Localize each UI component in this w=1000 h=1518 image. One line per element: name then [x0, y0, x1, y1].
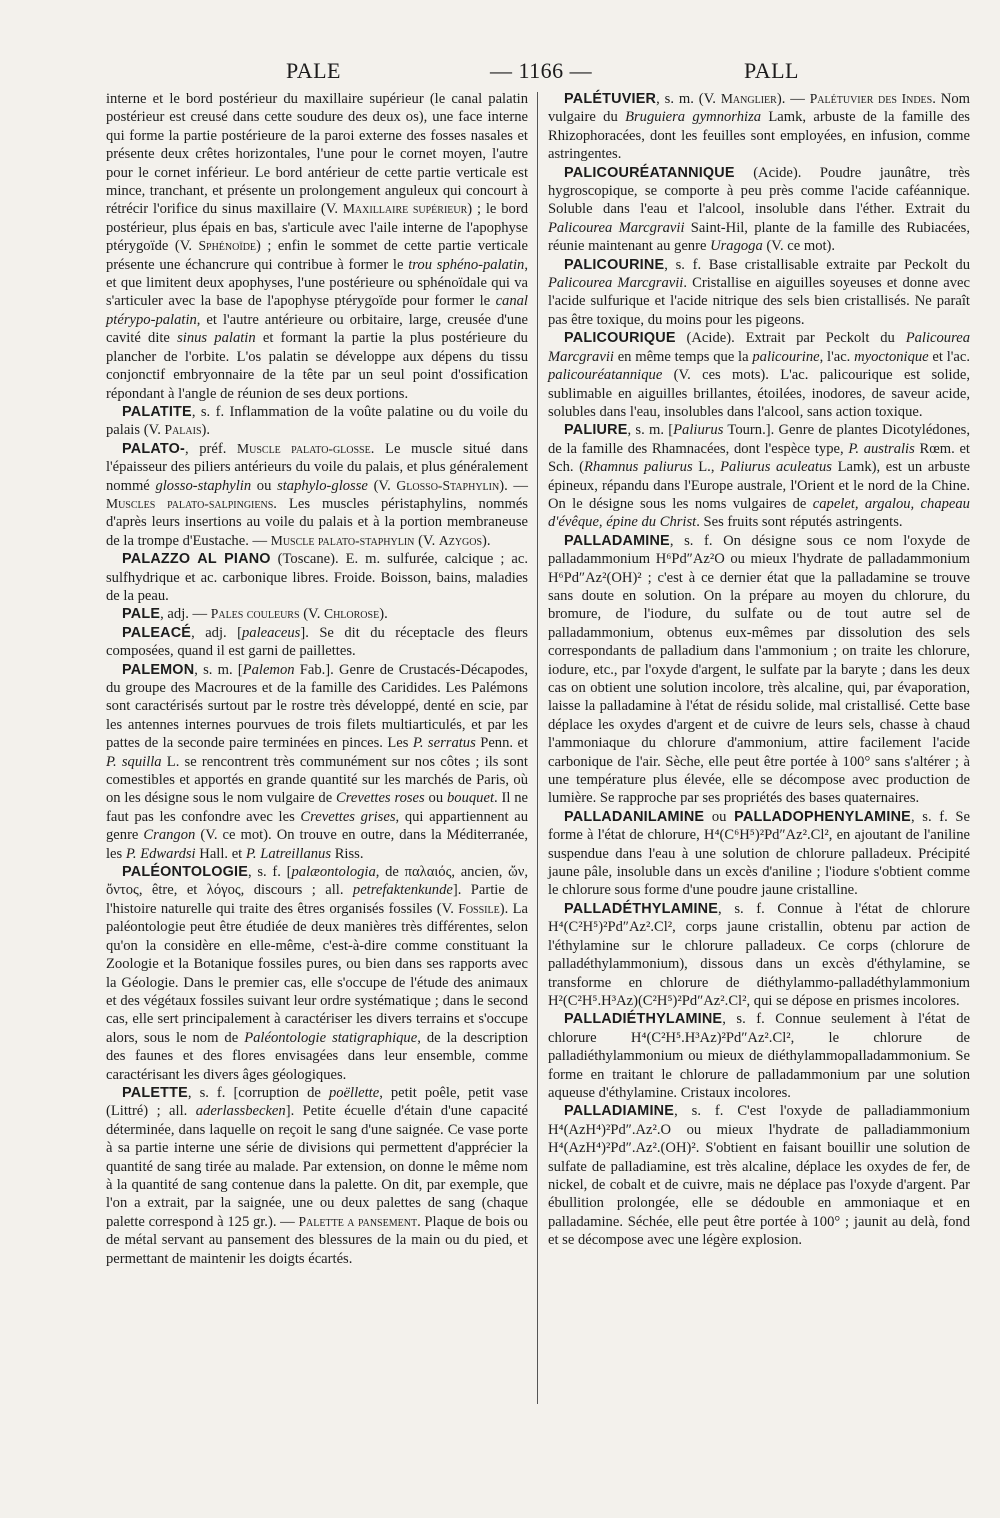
entry-headword: PALICOURIQUE	[564, 330, 676, 347]
entry-text: , de παλαιός, ancien, ὤν, ὄντος, être, et λόγος, discours ; all.	[106, 864, 528, 899]
right-column	[548, 90, 970, 1250]
entry-text: Muscle palato-staphylin	[270, 532, 415, 548]
entry-text: , et l'autre antérieure ou orbitaire, large, creusée d'une cavité dite	[106, 311, 528, 347]
entry-text: , s. f. Se forme à l'état de chlorure, H⁴(C⁶H⁵)²Pd″Az².Cl², en ajoutant de l'aniline suspendue dans l'eau à une solution de chlorure palladeux. Précipité jaune pâle, insoluble dans un excès d'aniline ; l'iodure s'obtient comme le chlorure sous forme d'une poudre jaune cristalline.	[548, 808, 971, 899]
dictionary-entry	[548, 808, 970, 900]
entry-text: (Acide). Extrait par Peckolt du	[675, 330, 906, 347]
entry-text: Palais	[164, 422, 202, 438]
dictionary-entry	[106, 605, 528, 623]
entry-text: Crangon	[143, 827, 196, 844]
entry-text: Rhamnus paliurus	[584, 459, 693, 476]
dictionary-entry	[548, 900, 970, 1010]
entry-headword: PALÉONTOLOGIE	[122, 864, 248, 881]
entry-text: , s. m. [	[194, 661, 243, 678]
entry-text: , préf.	[184, 440, 238, 457]
entry-text: (V.	[299, 606, 325, 623]
entry-text: , qui appartiennent au genre	[106, 808, 529, 844]
entry-text: . Plaque de bois ou de métal servant au pansement des blessures de la main ou du pied, et permettant de maintenir les doigts écartés.	[106, 1213, 528, 1267]
entry-headword: PALLADANILAMINE	[564, 808, 705, 825]
dictionary-entry	[548, 329, 970, 421]
entry-text: ]. Partie de l'histoire naturelle qui traite des êtres organisés fossiles (V.	[106, 882, 528, 917]
entry-text: L. se rencontrent très communément sur nos côtes ; ils sont comestibles et apportés en grande quantité sur les marchés de Paris, où on les désigne sous le nom vulgaire de	[106, 753, 528, 807]
entry-text: ). —	[499, 477, 528, 494]
entry-headword: PALIURE	[564, 422, 628, 439]
entry-text: Glosso-Staphylin	[396, 477, 500, 493]
entry-text: Muscles palato-salpingiens	[106, 495, 274, 511]
entry-text: palæontologia	[291, 864, 376, 881]
entry-text: Riss.	[331, 845, 364, 862]
entry-text: myoctonique	[854, 348, 929, 365]
entry-text: P. serratus	[412, 735, 476, 752]
entry-text: palicouréatannique	[548, 367, 663, 384]
entry-text: bouquet	[446, 790, 495, 807]
entry-headword: PALICOURÉATANNIQUE	[564, 164, 735, 181]
entry-text: sinus palatin	[177, 330, 256, 347]
dictionary-entry	[106, 440, 528, 550]
entry-text: , s. f. [	[248, 864, 292, 881]
dictionary-entry	[548, 256, 970, 330]
dictionary-entry	[548, 532, 970, 808]
entry-text: Tourn.]. Genre de plantes Dicotylédones, de la famille des Rhamnacées, dont l'espèce type,	[548, 422, 970, 457]
column-divider	[537, 92, 538, 1404]
entry-text: Palicourea Marcgravii	[548, 219, 685, 236]
entry-text: Paliurus	[673, 422, 724, 439]
entry-headword: PALE	[122, 606, 161, 623]
entry-text: paleaceus	[242, 624, 301, 641]
entry-text: palicourine	[752, 348, 820, 365]
entry-text: . Nom vulgaire du	[548, 91, 970, 126]
dictionary-entry	[106, 624, 528, 661]
entry-text: (Acide). Poudre jaunâtre, très hygroscopique, se comporte à peu près comme l'acide caféannique. Soluble dans l'eau et l'alcool, insoluble dans l'éther. Extrait du	[548, 164, 970, 218]
entry-text: . Cristallise en aiguilles soyeuses et donne avec l'acide sulfurique et l'acide nitrique des sels bien cristallisés. Ne paraît pas être toxique, du moins pour les pigeons.	[548, 275, 970, 328]
entry-text: Fab.]. Genre de Crustacés-Décapodes, du groupe des Macroures et de la famille des Caridides. Les Palémons sont caractérisés surtout par le rostre très développé, denté en scie, par les antennes internes pourvues de trois filets multiarticulés, et par les pattes de la seconde paire terminées en pinces. Les	[106, 661, 528, 752]
entry-text: capelet, argalou, chapeau d'évêque, épine du Christ	[548, 495, 970, 531]
entry-text: ) ; le bord postérieur, plus épais en bas, s'articule avec l'aile interne de l'apophyse ptérygoïde (V.	[106, 201, 528, 255]
entry-headword: PALLADIAMINE	[564, 1103, 675, 1120]
entry-text: Palétuvier des Indes	[809, 91, 933, 106]
entry-headword: PALETTE	[122, 1084, 188, 1101]
entry-headword: PALEMON	[122, 661, 195, 678]
entry-headword: PALATO-	[122, 440, 185, 457]
entry-text: , s. f. On désigne sous ce nom l'oxyde de palladammonium H⁶Pd″Az²O ou mieux l'hydrate de palladammonium H⁶Pd″Az²(OH)² ; c'est à ce dernier état que la palladamine se trouve sans doute en solution. On la prépare au moyen du chlorure, du bromure, de l'iodure, du sulfate ou de tout autre sel de palladammonium, obtenus eux-mêmes par dissolution des sels correspondants de palladium dans l'ammonium ; on traite les chlorure, iodure, etc., par l'oxyde d'argent, le sulfate par la baryte ; dans les deux cas on obtient une solution incolore, très alcaline, qui, par évaporation, laisse la palladamine à l'état de résidu solide, mal cristallisé. Cette base déplace les oxydes d'argent et de cuivre de leurs sels, chasse à chaud l'ammoniaque du chlorure d'ammonium, attire facilement l'acide carbonique de l'air. Sèche, elle peut être portée à 100° sans s'altérer ; à une température plus élevée, elle se décompose avec production de lumière. Se rapproche par ses propriétés des bases quaternaires.	[548, 532, 970, 807]
entry-text: ).	[482, 532, 491, 549]
entry-text: Manglier	[720, 91, 777, 106]
entry-text: Penn. et	[475, 735, 528, 752]
entry-text: , s. f. Base cristallisable extraite par Peckolt du	[664, 256, 970, 273]
entry-headword: PALLADOPHENYLAMINE	[734, 808, 911, 825]
entry-text: (V. ce mot). On trouve en outre, dans la Méditerranée, les	[106, 827, 528, 862]
entry-text: Sphénoïde	[198, 238, 257, 254]
entry-text: interne et le bord postérieur du maxillaire supérieur (le canal palatin postérieur est creusé dans cette soudure des deux os), une face interne qui forme la partie postérieure de la paroi externe des fosses nasales et présente deux crêtes horizontales, l'une pour le cornet moyen, l'autre pour le cornet inférieur. Le bord antérieur de cette partie verticale est mince, tranchant, et présente un prolongement anguleux qui concourt à rétrécir l'orifice du sinus maxillaire (V.	[106, 91, 528, 218]
entry-text: Bruguiera gymnorhiza	[625, 109, 762, 126]
entry-text: Muscle palato-glosse	[237, 440, 371, 456]
dictionary-entry	[106, 550, 528, 605]
entry-text: P. Latreillanus	[245, 845, 332, 862]
entry-text: ou	[704, 808, 735, 825]
entry-text: Crevettes roses	[336, 790, 425, 807]
entry-text: ).	[379, 606, 388, 623]
dictionary-entry	[548, 1010, 970, 1102]
entry-text: Paliurus aculeatus	[720, 459, 832, 476]
entry-text: Lamk), est un arbuste épineux, répandu dans l'Europe australe, l'Orient et le nord de la Chine. On le désigne sous les noms vulgaires de	[548, 459, 970, 512]
entry-text: . Ses fruits sont réputés astringents.	[696, 514, 903, 531]
entry-text: ou	[251, 477, 278, 494]
entry-headword: PALÉTUVIER	[564, 91, 657, 107]
entry-text: P. australis	[848, 440, 915, 457]
entry-text: (V. ce mot).	[762, 238, 836, 255]
entry-text: Maxillaire supérieur	[342, 201, 468, 217]
entry-text: L.,	[692, 459, 721, 476]
entry-text: , s. f. Connue à l'état de chlorure H⁴(C²H⁵)²Pd″Az².Cl², corps jaune cristallin, obtenu par action de l'éthylamine sur le chlorure palladeux. Ce corps (chlorure de palladéthylammonium), dissous dans un excès d'éthylamine, se transforme en chlorure de diéthylammo-palladéthylammonium H²(C²H⁵.H³Az)(C²H⁵)²Pd″Az².Cl², qui se dépose en prismes incolores.	[548, 900, 970, 1009]
entry-text: Palicourea Marcgravii	[548, 275, 684, 292]
entry-text: , adj. —	[160, 606, 211, 623]
entry-headword: PALATITE	[122, 403, 192, 420]
entry-text: Pales couleurs	[210, 606, 300, 622]
entry-text: , et que limitent deux apophyses, l'une postérieure ou sphénoïdale qui va s'articuler avec la base de l'apophyse ptérygoïde pour former le	[106, 256, 528, 310]
entry-text: Palemon	[242, 661, 295, 678]
entry-text: P. squilla	[106, 753, 162, 770]
entry-text: , petit poêle, petit vase (Littré) ; all.	[106, 1084, 528, 1120]
entry-headword: PALLADAMINE	[564, 532, 670, 549]
dictionary-entry	[106, 863, 528, 1084]
entry-text: ) ; enfin le sommet de cette partie verticale présente une échancrure qui contribue à former le	[106, 238, 528, 273]
page-number: — 1166 —	[490, 58, 593, 83]
entry-text: , s. f. C'est l'oxyde de palladiammonium H⁴(AzH⁴)²Pd″.Az².O ou mieux l'hydrate de palladiammonium H⁴(AzH⁴)²Pd″.Az².(OH)². S'obtient en faisant bouillir une solution de sulfate de palladiamine, est très alcaline, déplace les oxydes de fer, de nickel, de cobalt et de cuivre, mais ne déplace pas l'oxyde d'argent. Par ébullition prolongée, elle se dédouble en ammoniaque et en palladamine. Séchée, elle peut être portée à 100° ; jaunit au delà, fond et se décompose avec une légère explosion.	[548, 1103, 970, 1249]
entry-text: Uragoga	[710, 238, 763, 255]
entry-text: , s. f. [corruption de	[187, 1084, 329, 1101]
entry-text: (V.	[414, 532, 439, 549]
entry-text: canal ptérypo-palatin	[106, 293, 528, 328]
entry-text: ]. Se dit du réceptacle des fleurs composées, quand il est garni de paillettes.	[106, 624, 528, 660]
entry-text: Crevettes grises	[300, 808, 396, 825]
entry-text: , s. m. (V.	[656, 91, 721, 107]
entry-text: (V. ces mots). L'ac. palicourique est solide, sublimable en aiguilles brillantes, étoilées, inodores, de saveur acide, solubles dans l'eau, insolubles dans l'alcool, sans action toxique.	[548, 367, 970, 420]
entry-headword: PALAZZO AL PIANO	[122, 551, 271, 568]
dictionary-entry	[548, 90, 970, 164]
entry-text: et formant la partie la plus postérieure du plancher de l'orbite. L'os palatin se développe aux dépens du tissu conjonctif embryonnaire de la tête par un seul point d'ossification répondant à l'angle de réunion de ses deux portions.	[106, 330, 528, 402]
entry-text: . Le muscle situé dans l'épaisseur des piliers antérieurs du voile du palais, et plus généralement nommé	[106, 440, 528, 494]
entry-text: Saint-Hil, plante de la famille des Rubiacées, réunie maintenant au genre	[548, 219, 970, 255]
entry-text: ou	[424, 790, 447, 807]
entry-headword: PALEACÉ	[122, 624, 192, 641]
entry-text: staphylo-glosse	[277, 477, 368, 494]
entry-text: aderlassbecken	[195, 1103, 286, 1120]
entry-headword: PALICOURINE	[564, 256, 665, 273]
entry-text: , s. m. [	[627, 422, 674, 439]
entry-text: , adj. [	[191, 624, 242, 641]
dictionary-entry	[106, 1084, 528, 1268]
header-right-guideword: PALL	[744, 58, 799, 83]
entry-text: Chlorose	[324, 606, 380, 622]
entry-text: Hall. et	[195, 845, 246, 862]
dictionary-entry	[106, 403, 528, 440]
entry-text: et l'ac.	[928, 348, 970, 365]
entry-text: Fossile	[458, 900, 500, 916]
entry-text: Lamk, arbuste de la famille des Rhizophoracées, dont les feuilles sont employées, en infusion, comme astringentes.	[548, 109, 970, 163]
entry-text: ). —	[776, 91, 810, 107]
dictionary-entry	[548, 421, 970, 531]
entry-text: (Toscane). E. m. sulfurée, calcique ; ac. sulfhydrique et ac. carbonique libres. Froide. Boisson, bains, maladies de la peau.	[106, 551, 528, 604]
entry-text: ). La paléontologie peut être étudiée de deux manières très différentes, selon qu'on la considère en elle-même, c'est-à-dire comme constituant la Zoologie et la Botanique fossiles pures, ou bien dans ses rapports avec la Géologie. Dans le premier cas, elle s'occupe de l'étude des animaux et des végétaux fossiles suivant leur ordre systématique ; dans le second cas, elle sert principalement à caractériser les divers terrains et s'occupe alors, sous le nom de	[106, 900, 528, 1046]
entry-text: ).	[201, 422, 211, 439]
entry-text: Palette a pansement	[298, 1213, 418, 1229]
dictionary-entry	[548, 164, 970, 256]
entry-text: . Il ne faut pas les confondre avec les	[106, 790, 529, 825]
left-column	[106, 90, 528, 1268]
entry-text: Azygos	[438, 532, 483, 548]
entry-text: , de la description des faunes et des flores envisagées dans leur ensemble, comme caractérisant les divers âges géologiques.	[106, 1029, 528, 1083]
entry-text: , l'ac.	[819, 348, 855, 365]
entry-text: Paléontologie statigraphique	[244, 1029, 418, 1046]
entry-text: glosso-staphylin	[155, 477, 252, 494]
entry-text: en même temps que la	[613, 348, 753, 365]
dictionary-entry	[548, 1102, 970, 1249]
entry-text: Rœm. et Sch. (	[548, 440, 970, 476]
entry-text: . Les muscles péristaphylins, nommés d'après leurs insertions au voile du palais et à la portion membraneuse de la trompe d'Eustache. —	[106, 495, 528, 549]
running-header	[100, 50, 920, 86]
entry-text: trou sphéno-palatin	[408, 256, 525, 273]
entry-text: , s. f. Connue seulement à l'état de chlorure H⁴(C²H⁵.H³Az)²Pd″Az².Cl², le chlorure de palladiéthylammonium ou mieux de diéthylammopalladammonium. Se forme en traitant le chlorure de palladammonium par une solution aqueuse d'éthylamine. Cristaux incolores.	[548, 1011, 970, 1101]
entry-text: P. Edwardsi	[125, 845, 196, 862]
entry-text: (V.	[367, 477, 397, 494]
entry-headword: PALLADÉTHYLAMINE	[564, 900, 719, 917]
entry-text: petrefaktenkunde	[352, 882, 453, 899]
entry-text: , s. f. Inflammation de la voûte palatine ou du voile du palais (V.	[106, 403, 528, 439]
header-left-guideword: PALE	[286, 58, 341, 83]
entry-headword: PALLADIÉTHYLAMINE	[564, 1011, 723, 1028]
entry-text: Palicourea Marcgravii	[548, 330, 970, 365]
dictionary-entry	[106, 90, 528, 403]
entry-text: poëllette	[328, 1084, 380, 1101]
entry-text: ]. Petite écuelle d'étain d'une capacité déterminée, dans laquelle on reçoit le sang d'une saignée. Ce vase porte à sa partie interne une série de divisions qui permettent d'apprécier la quantité de sang tirée au malade. Par extension, on donne le même nom à la quantité de sang contenue dans la palette. On dit, par exemple, que l'on a extrait, par la saignée, une ou deux palettes de sang (chaque palette correspond à 125 gr.). —	[106, 1103, 528, 1230]
dictionary-entry	[106, 661, 528, 863]
